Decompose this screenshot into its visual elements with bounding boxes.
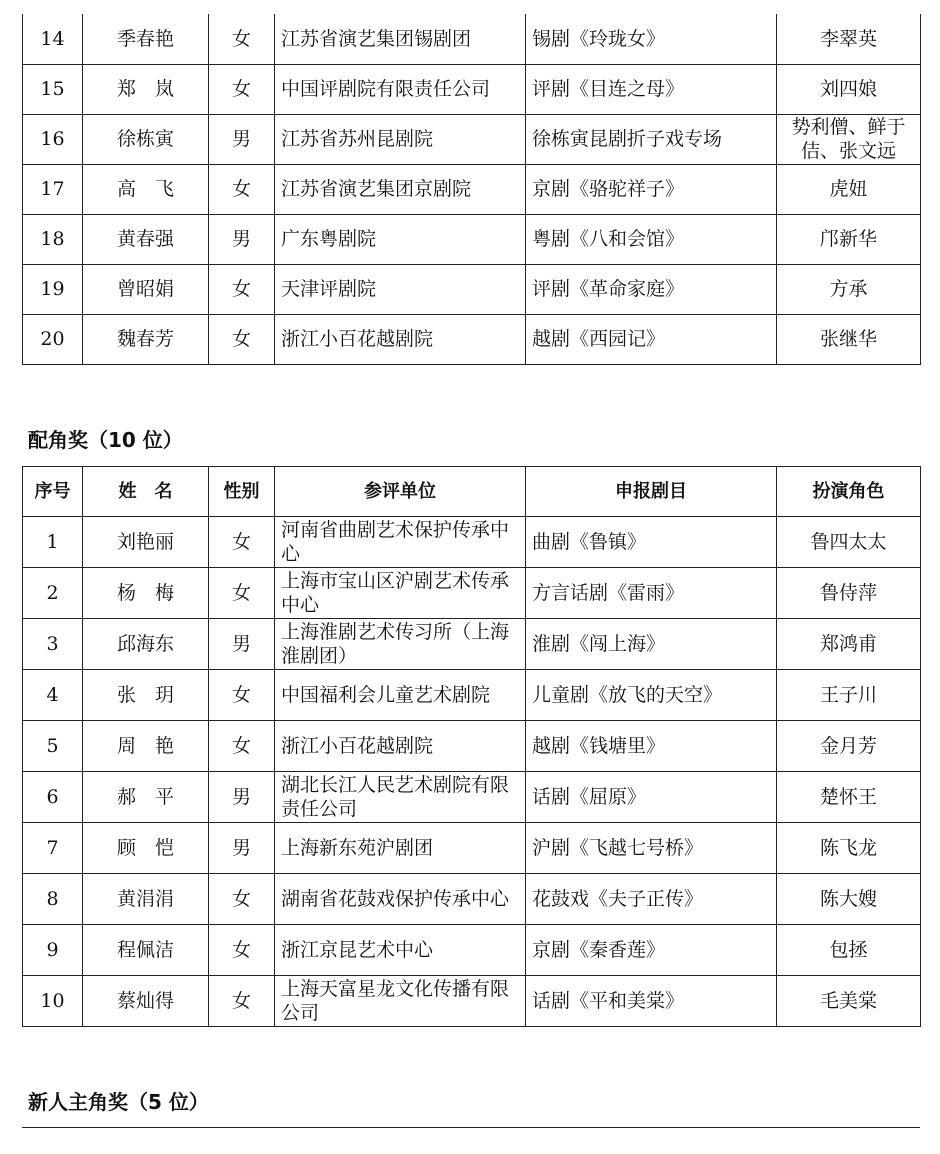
support-role-table-body: [23, 517, 921, 1027]
cell-unit: 河南省曲剧艺术保护传承中心: [275, 517, 526, 568]
cell-name: 黄涓涓: [83, 874, 209, 925]
newcomer-table-top-rule: [22, 1127, 920, 1128]
cell-role: 李翠英: [777, 14, 921, 64]
cell-play: 越剧《西园记》: [526, 314, 777, 364]
cell-play: 儿童剧《放飞的天空》: [526, 670, 777, 721]
cell-play: 越剧《钱塘里》: [526, 721, 777, 772]
table-row: [23, 976, 921, 1027]
cell-name: 徐栋寅: [83, 114, 209, 164]
cell-role: 虎妞: [777, 164, 921, 214]
cell-gender: 男: [209, 823, 275, 874]
cell-name: 郝 平: [83, 772, 209, 823]
cell-play: 花鼓戏《夫子正传》: [526, 874, 777, 925]
cell-unit: 中国评剧院有限责任公司: [275, 64, 526, 114]
cell-gender: 女: [209, 517, 275, 568]
table-row: [23, 823, 921, 874]
cell-unit: 上海市宝山区沪剧艺术传承中心: [275, 568, 526, 619]
lead-role-table-body: [23, 14, 921, 364]
cell-play: 粤剧《八和会馆》: [526, 214, 777, 264]
cell-name: 张 玥: [83, 670, 209, 721]
cell-gender: 女: [209, 264, 275, 314]
cell-name: 刘艳丽: [83, 517, 209, 568]
cell-gender: 男: [209, 772, 275, 823]
cell-no: 17: [23, 164, 83, 214]
cell-no: 1: [23, 517, 83, 568]
cell-name: 黄春强: [83, 214, 209, 264]
cell-name: 高 飞: [83, 164, 209, 214]
cell-name: 曾昭娟: [83, 264, 209, 314]
cell-no: 18: [23, 214, 83, 264]
table-row: [23, 214, 921, 264]
cell-no: 16: [23, 114, 83, 164]
column-header-name: 姓 名: [83, 467, 209, 517]
cell-gender: 女: [209, 164, 275, 214]
cell-name: 邱海东: [83, 619, 209, 670]
cell-no: 20: [23, 314, 83, 364]
cell-name: 顾 恺: [83, 823, 209, 874]
cell-no: 15: [23, 64, 83, 114]
table-row: [23, 64, 921, 114]
cell-role: 方承: [777, 264, 921, 314]
cell-unit: 广东粤剧院: [275, 214, 526, 264]
table-row: [23, 264, 921, 314]
cell-unit: 湖北长江人民艺术剧院有限责任公司: [275, 772, 526, 823]
cell-no: 7: [23, 823, 83, 874]
cell-name: 周 艳: [83, 721, 209, 772]
column-header-unit: 参评单位: [275, 467, 526, 517]
table-row: [23, 517, 921, 568]
table-row: [23, 874, 921, 925]
cell-play: 淮剧《闯上海》: [526, 619, 777, 670]
cell-play: 徐栋寅昆剧折子戏专场: [526, 114, 777, 164]
cell-no: 8: [23, 874, 83, 925]
cell-name: 程佩洁: [83, 925, 209, 976]
cell-gender: 女: [209, 14, 275, 64]
table-row: [23, 619, 921, 670]
cell-unit: 上海淮剧艺术传习所（上海淮剧团）: [275, 619, 526, 670]
cell-role: 邝新华: [777, 214, 921, 264]
cell-name: 杨 梅: [83, 568, 209, 619]
cell-gender: 女: [209, 721, 275, 772]
cell-gender: 女: [209, 670, 275, 721]
cell-role: 鲁侍萍: [777, 568, 921, 619]
cell-unit: 江苏省演艺集团锡剧团: [275, 14, 526, 64]
cell-unit: 天津评剧院: [275, 264, 526, 314]
cell-no: 10: [23, 976, 83, 1027]
table-row: [23, 114, 921, 164]
cell-play: 锡剧《玲珑女》: [526, 14, 777, 64]
cell-role: 金月芳: [777, 721, 921, 772]
cell-name: 蔡灿得: [83, 976, 209, 1027]
table-row: [23, 670, 921, 721]
cell-role: 刘四娘: [777, 64, 921, 114]
cell-unit: 上海天富星龙文化传播有限公司: [275, 976, 526, 1027]
cell-role: 鲁四太太: [777, 517, 921, 568]
table-row: [23, 314, 921, 364]
cell-name: 季春艳: [83, 14, 209, 64]
cell-play: 话剧《平和美棠》: [526, 976, 777, 1027]
cell-gender: 女: [209, 925, 275, 976]
cell-unit: 湖南省花鼓戏保护传承中心: [275, 874, 526, 925]
cell-role: 郑鸿甫: [777, 619, 921, 670]
cell-name: 郑 岚: [83, 64, 209, 114]
cell-gender: 女: [209, 568, 275, 619]
column-header-role: 扮演角色: [777, 467, 921, 517]
newcomer-lead-heading: 新人主角奖（5 位）: [28, 1090, 209, 1114]
table-header-row: [23, 467, 921, 517]
cell-gender: 女: [209, 314, 275, 364]
cell-role: 陈大嫂: [777, 874, 921, 925]
cell-gender: 女: [209, 976, 275, 1027]
cell-no: 4: [23, 670, 83, 721]
cell-play: 评剧《革命家庭》: [526, 264, 777, 314]
table-row: [23, 568, 921, 619]
cell-unit: 浙江小百花越剧院: [275, 721, 526, 772]
table-row: [23, 14, 921, 64]
support-role-table: [22, 466, 921, 1027]
cell-play: 沪剧《飞越七号桥》: [526, 823, 777, 874]
cell-play: 方言话剧《雷雨》: [526, 568, 777, 619]
cell-play: 京剧《秦香莲》: [526, 925, 777, 976]
cell-unit: 浙江小百花越剧院: [275, 314, 526, 364]
cell-role: 毛美棠: [777, 976, 921, 1027]
support-role-heading: 配角奖（10 位）: [28, 428, 183, 452]
cell-unit: 浙江京昆艺术中心: [275, 925, 526, 976]
table-row: [23, 164, 921, 214]
cell-name: 魏春芳: [83, 314, 209, 364]
cell-no: 19: [23, 264, 83, 314]
cell-unit: 中国福利会儿童艺术剧院: [275, 670, 526, 721]
cell-role: 楚怀王: [777, 772, 921, 823]
cell-gender: 男: [209, 619, 275, 670]
cell-no: 9: [23, 925, 83, 976]
cell-no: 14: [23, 14, 83, 64]
cell-unit: 江苏省苏州昆剧院: [275, 114, 526, 164]
cell-no: 6: [23, 772, 83, 823]
cell-role: 张继华: [777, 314, 921, 364]
table-row: [23, 721, 921, 772]
cell-no: 3: [23, 619, 83, 670]
cell-role: 势利僧、鲜于佶、张文远: [777, 114, 921, 164]
cell-role: 王子川: [777, 670, 921, 721]
cell-gender: 女: [209, 64, 275, 114]
cell-no: 5: [23, 721, 83, 772]
table-row: [23, 925, 921, 976]
lead-role-table-continued: [22, 14, 921, 365]
cell-play: 曲剧《鲁镇》: [526, 517, 777, 568]
cell-role: 陈飞龙: [777, 823, 921, 874]
cell-play: 话剧《屈原》: [526, 772, 777, 823]
cell-play: 评剧《目连之母》: [526, 64, 777, 114]
cell-unit: 江苏省演艺集团京剧院: [275, 164, 526, 214]
cell-gender: 男: [209, 114, 275, 164]
cell-gender: 女: [209, 874, 275, 925]
cell-play: 京剧《骆驼祥子》: [526, 164, 777, 214]
column-header-play: 申报剧目: [526, 467, 777, 517]
cell-gender: 男: [209, 214, 275, 264]
table-row: [23, 772, 921, 823]
column-header-gender: 性别: [209, 467, 275, 517]
cell-no: 2: [23, 568, 83, 619]
column-header-no: 序号: [23, 467, 83, 517]
cell-unit: 上海新东苑沪剧团: [275, 823, 526, 874]
cell-role: 包拯: [777, 925, 921, 976]
